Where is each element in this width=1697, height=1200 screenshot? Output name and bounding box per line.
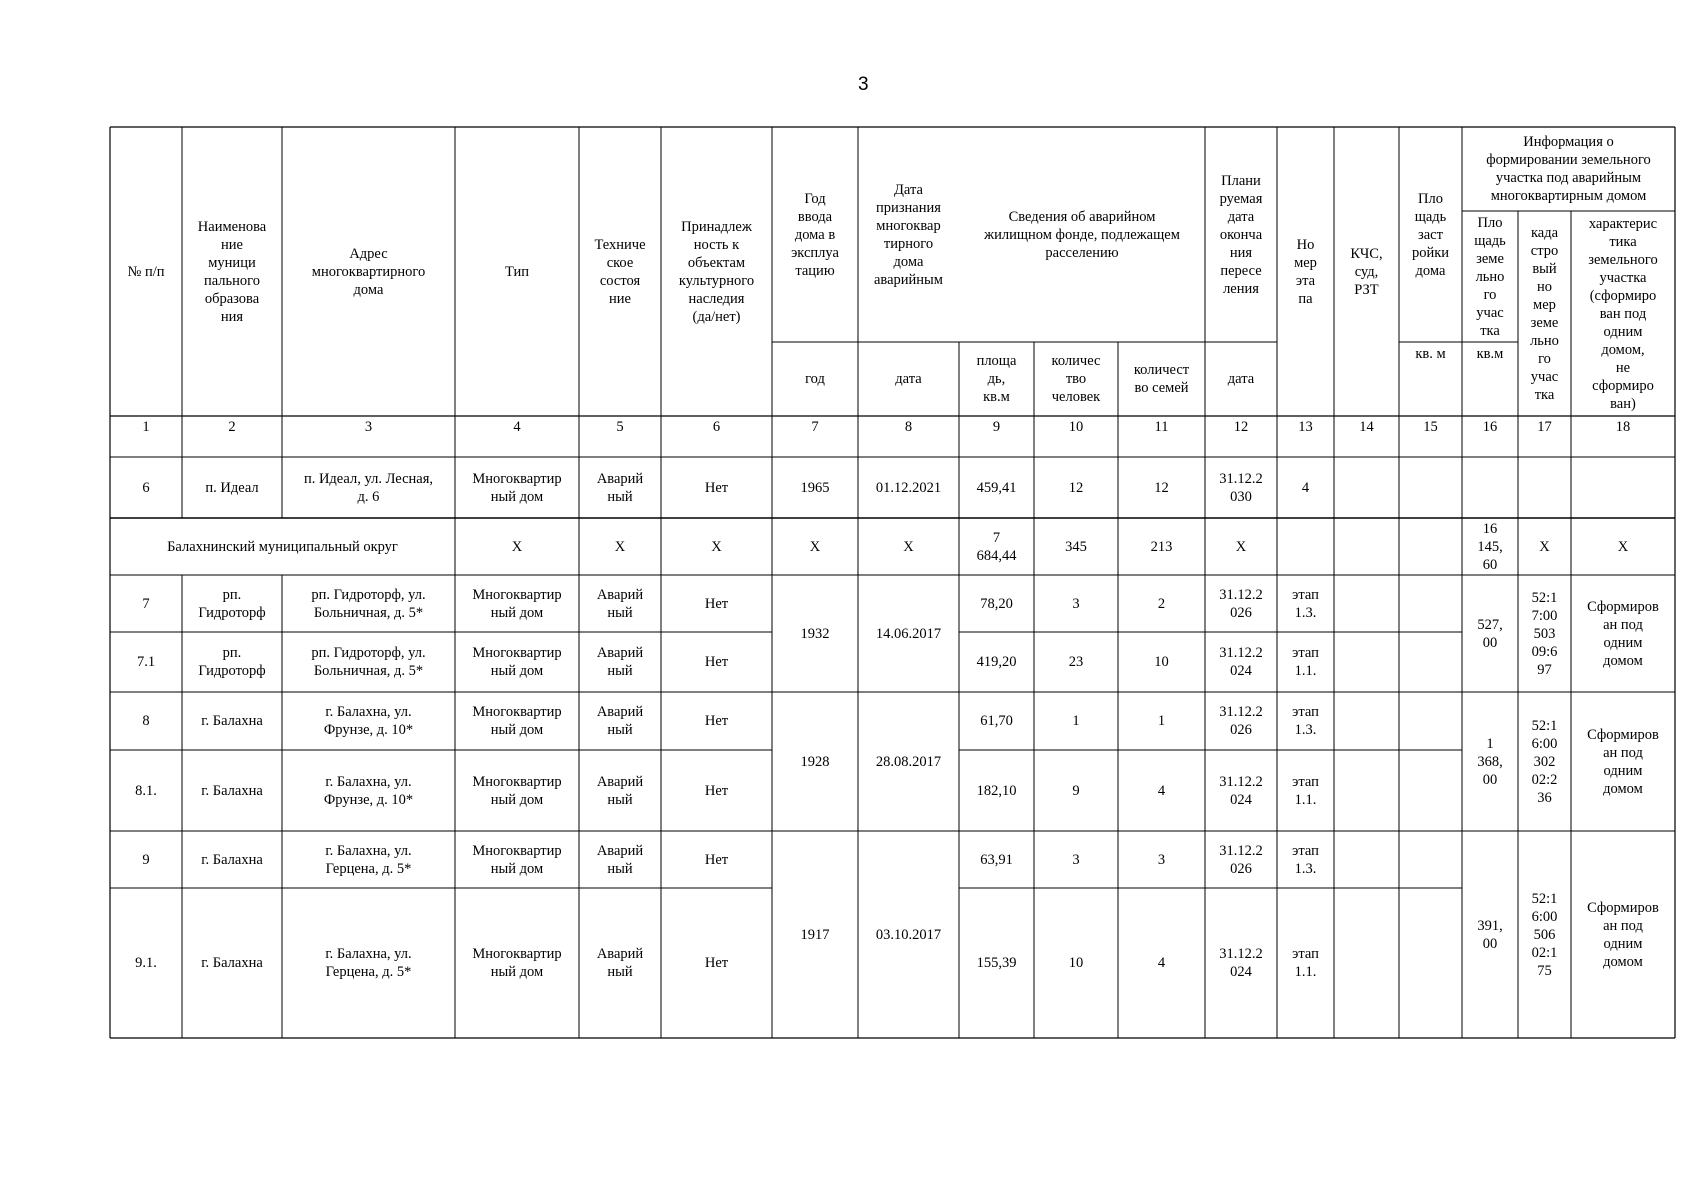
group-land-area: 391, 00 <box>1477 917 1503 952</box>
unit-date: дата <box>895 371 922 387</box>
row-type: Многоквартир ный дом <box>472 645 562 679</box>
subtotal-x: X <box>1539 538 1550 555</box>
row6-num: 6 <box>142 479 150 496</box>
header-building-area: Пло щадь заст ройки дома <box>1411 190 1450 279</box>
column-number: 9 <box>992 419 1001 435</box>
row6-date: 01.12.2021 <box>875 479 942 496</box>
unit-area: площа дь, кв.м <box>976 353 1017 405</box>
row6-people: 12 <box>1068 479 1084 496</box>
row-families: 4 <box>1157 955 1166 971</box>
row6-state: Аварий ный <box>596 470 644 505</box>
group-year: 1932 <box>800 625 830 642</box>
row-addr: рп. Гидроторф, ул. Больничная, д. 5* <box>311 586 426 621</box>
row-num: 9 <box>142 851 150 868</box>
row-state: Аварий ный <box>596 773 644 808</box>
row-mun: рп. Гидроторф <box>198 586 266 621</box>
column-number: 8 <box>904 419 913 435</box>
row-stage: этап 1.1. <box>1292 645 1319 679</box>
header-municipality: Наименова ние муници пального образова ния <box>197 218 267 325</box>
row-end: 31.12.2 024 <box>1219 773 1263 808</box>
unit-year: год <box>805 371 825 387</box>
row-state: Аварий ный <box>596 704 644 738</box>
column-number: 17 <box>1537 419 1552 435</box>
row-addr: г. Балахна, ул. Герцена, д. 5* <box>325 842 412 877</box>
row-families: 10 <box>1154 654 1169 670</box>
row-area: 182,10 <box>976 782 1017 799</box>
row-state: Аварий ный <box>596 645 644 679</box>
subtotal-x: X <box>1235 538 1247 555</box>
row-area: 78,20 <box>980 595 1013 612</box>
unit-people: количес тво человек <box>1051 353 1101 405</box>
header-land-area: Пло щадь земе льно го учас тка <box>1474 214 1506 339</box>
group-land-characteristic: Сформиров ан под одним домом <box>1587 598 1659 669</box>
column-number: 11 <box>1154 419 1169 435</box>
group-cadastral: 52:1 6:00 302 02:2 36 <box>1531 717 1558 806</box>
row6-stage: 4 <box>1301 479 1310 496</box>
row-stage: этап 1.1. <box>1292 946 1319 980</box>
unit-families: количест во семей <box>1133 362 1190 396</box>
subtotal-label: Балахнинский муниципальный округ <box>167 538 398 555</box>
subtotal-x: X <box>1617 538 1629 555</box>
subtotal-x: X <box>614 538 626 555</box>
row-state: Аварий ный <box>596 946 644 980</box>
row-area: 61,70 <box>980 713 1013 729</box>
header-type: Тип <box>504 263 529 280</box>
row-mun: г. Балахна <box>201 713 263 729</box>
row-addr: рп. Гидроторф, ул. Больничная, д. 5* <box>311 645 426 679</box>
group-year: 1917 <box>800 926 830 943</box>
row-state: Аварий ный <box>596 842 644 877</box>
row-heritage: Нет <box>704 595 729 612</box>
row-people: 9 <box>1072 782 1080 799</box>
row-area: 63,91 <box>980 851 1013 868</box>
row-people: 23 <box>1068 654 1084 670</box>
header-land-info: Информация о формировании земельного участка под аварийным многоквартирным домом <box>1486 134 1651 204</box>
row-type: Многоквартир ный дом <box>472 842 562 877</box>
row-num: 8 <box>142 713 150 729</box>
unit-sq-m: кв. м <box>1415 346 1446 362</box>
row-stage: этап 1.3. <box>1292 842 1319 877</box>
row-stage: этап 1.3. <box>1292 586 1319 621</box>
row-families: 4 <box>1157 782 1166 799</box>
column-number: 15 <box>1423 419 1438 435</box>
column-number: 4 <box>513 419 521 435</box>
header-emergency-stock: Сведения об аварийном жилищном фонде, подлежащем расселению <box>984 208 1180 261</box>
row-type: Многоквартир ный дом <box>472 704 562 738</box>
row-mun: рп. Гидроторф <box>198 645 266 679</box>
header-heritage: Принадлеж ность к объектам культурного наследия (да/нет) <box>678 218 755 325</box>
column-number: 3 <box>364 419 373 435</box>
column-number: 5 <box>616 419 624 435</box>
row-heritage: Нет <box>704 654 729 670</box>
row-stage: этап 1.1. <box>1292 773 1319 808</box>
row-families: 2 <box>1157 595 1166 612</box>
row-heritage: Нет <box>704 851 729 868</box>
row6-heritage: Нет <box>704 479 729 496</box>
row-end: 31.12.2 026 <box>1219 586 1263 621</box>
row-people: 1 <box>1072 713 1080 729</box>
row-type: Многоквартир ный дом <box>472 946 562 980</box>
column-number: 1 <box>142 419 150 435</box>
header-stage: Но мер эта па <box>1294 236 1317 307</box>
group-land-area: 1 368, 00 <box>1477 735 1503 788</box>
group-land-area: 527, 00 <box>1477 616 1503 651</box>
row-type: Многоквартир ный дом <box>472 586 562 621</box>
row-mun: г. Балахна <box>201 782 263 799</box>
group-year: 1928 <box>800 753 830 770</box>
header-num: № п/п <box>127 263 165 280</box>
unit-end-date: дата <box>1227 371 1255 387</box>
row-type: Многоквартир ный дом <box>472 773 562 808</box>
row-heritage: Нет <box>704 782 729 799</box>
row-end: 31.12.2 024 <box>1219 645 1263 679</box>
row-heritage: Нет <box>704 955 729 971</box>
row-num: 9.1. <box>135 955 157 971</box>
subtotal-families: 213 <box>1150 538 1173 555</box>
row-people: 3 <box>1072 851 1080 868</box>
row6-mun: п. Идеал <box>205 479 259 496</box>
page-number: 3 <box>858 74 869 95</box>
row-end: 31.12.2 026 <box>1219 704 1263 738</box>
column-number: 10 <box>1068 419 1084 435</box>
row-addr: г. Балахна, ул. Фрунзе, д. 10* <box>323 704 414 738</box>
row-area: 419,20 <box>976 654 1017 670</box>
header-address: Адрес многоквартирного дома <box>311 245 426 298</box>
row-mun: г. Балахна <box>201 851 263 868</box>
subtotal-area: 7 684,44 <box>976 529 1017 564</box>
row-addr: г. Балахна, ул. Герцена, д. 5* <box>325 946 412 980</box>
column-number: 14 <box>1359 419 1374 435</box>
row-heritage: Нет <box>704 713 729 729</box>
header-cadastral: када стро вый но мер земе льно го учас тка <box>1530 224 1559 403</box>
row-people: 10 <box>1068 955 1084 971</box>
row6-families: 12 <box>1154 479 1169 496</box>
column-number: 2 <box>228 419 236 435</box>
header-tech-state: Техниче ское состоя ние <box>594 236 646 307</box>
group-date: 14.06.2017 <box>875 625 942 642</box>
header-kchs: КЧС, суд, РЗТ <box>1350 245 1383 298</box>
row-num: 7 <box>142 595 150 612</box>
row-state: Аварий ный <box>596 586 644 621</box>
row6-addr: п. Идеал, ул. Лесная, д. 6 <box>303 470 434 505</box>
header-year: Год ввода дома в эксплуа тацию <box>791 190 839 279</box>
row-mun: г. Балахна <box>201 955 263 971</box>
unit-sq-m-land: кв.м <box>1476 346 1504 362</box>
subtotal-x: X <box>903 538 914 555</box>
row-people: 3 <box>1072 595 1080 612</box>
group-date: 03.10.2017 <box>875 926 942 943</box>
row-end: 31.12.2 024 <box>1219 946 1263 980</box>
row-num: 7.1 <box>136 654 156 670</box>
subtotal-x: X <box>511 538 523 555</box>
subtotal-people: 345 <box>1065 538 1087 555</box>
group-land-characteristic: Сформиров ан под одним домом <box>1587 899 1659 970</box>
column-number: 18 <box>1615 419 1631 435</box>
column-number: 7 <box>811 419 819 435</box>
row-num: 8.1. <box>135 782 157 799</box>
column-number: 13 <box>1298 419 1313 435</box>
row-families: 3 <box>1157 851 1166 868</box>
group-land-characteristic: Сформиров ан под одним домом <box>1587 726 1659 797</box>
header-recognition-date: Дата признания многоквар тирного дома аварийным <box>874 181 943 288</box>
subtotal-land-area: 16 145, 60 <box>1477 520 1503 573</box>
header-land-characteristic: характерис тика земельного участка (сформиро ван под одним домом, не сформиро ван) <box>1588 215 1658 412</box>
row-area: 155,39 <box>976 955 1017 971</box>
row-end: 31.12.2 026 <box>1219 842 1263 877</box>
column-number: 6 <box>712 419 721 435</box>
subtotal-x: X <box>711 538 722 555</box>
group-cadastral: 52:1 6:00 506 02:1 75 <box>1531 890 1558 979</box>
group-date: 28.08.2017 <box>875 753 942 770</box>
row6-type: Многоквартир ный дом <box>472 470 562 505</box>
subtotal-x: X <box>809 538 821 555</box>
column-number: 16 <box>1482 419 1498 435</box>
row6-year: 1965 <box>800 479 830 496</box>
column-number: 12 <box>1233 419 1249 435</box>
row-stage: этап 1.3. <box>1292 704 1319 738</box>
row6-area: 459,41 <box>976 479 1017 496</box>
group-cadastral: 52:1 7:00 503 09:6 97 <box>1531 589 1558 678</box>
row6-end: 31.12.2 030 <box>1219 470 1263 505</box>
row-addr: г. Балахна, ул. Фрунзе, д. 10* <box>323 773 414 808</box>
header-planned-date: Плани руемая дата оконча ния пересе ления <box>1219 172 1263 297</box>
row-families: 1 <box>1157 713 1166 729</box>
